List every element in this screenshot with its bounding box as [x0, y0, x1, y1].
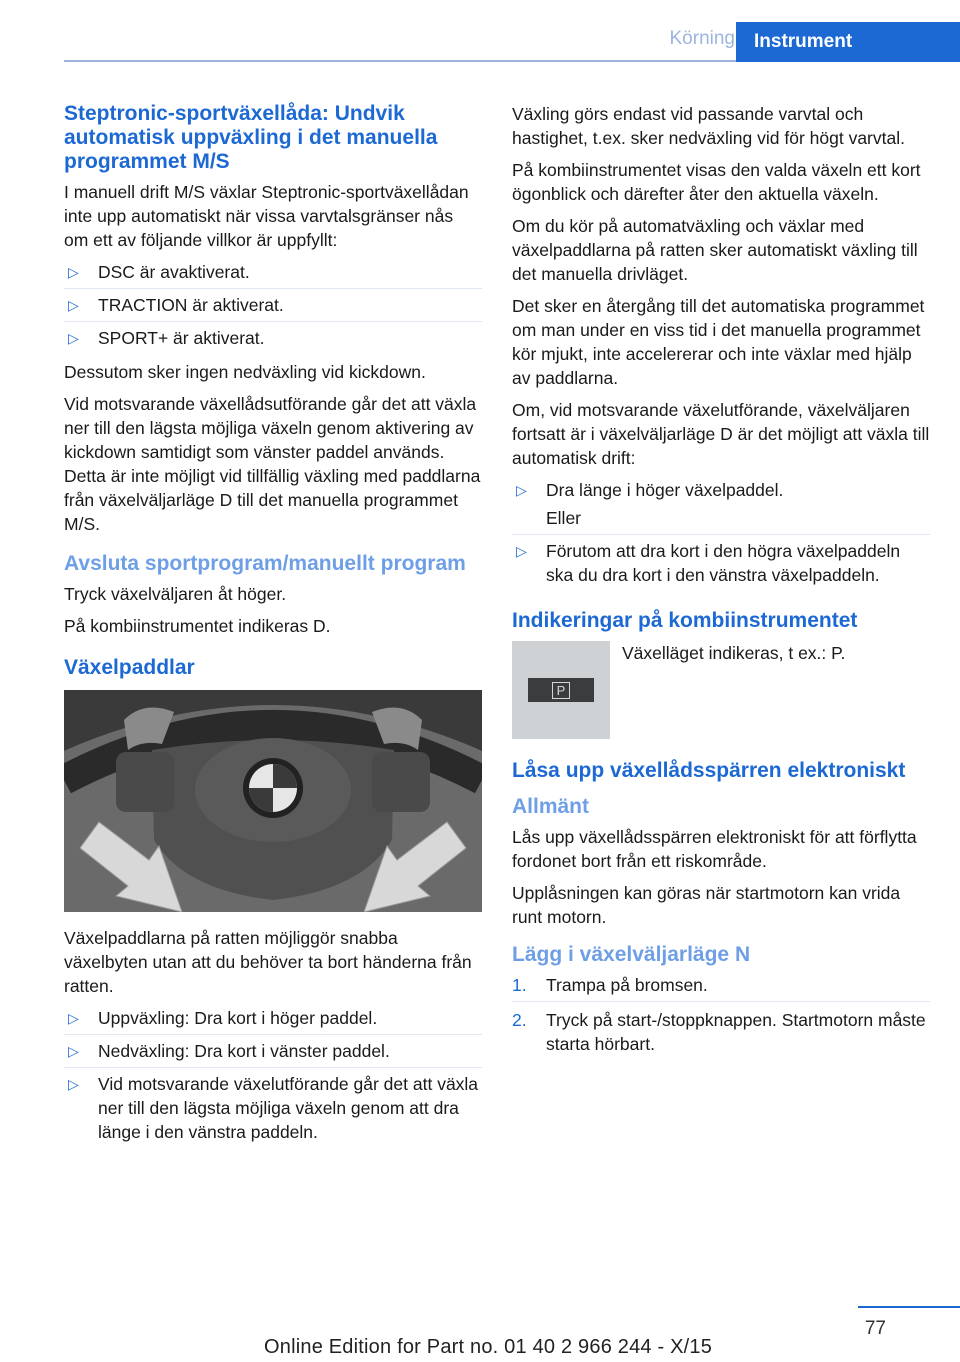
- right-column: [512, 102, 930, 1066]
- gear-indicator-glyph: P: [552, 682, 571, 699]
- gear-indicator-image: [512, 641, 610, 739]
- section-title-unlock: Låsa upp växellådsspärren elektroniskt: [512, 759, 906, 782]
- list-item: ▷ Förutom att dra kort i den högra växelpaddeln ska du dra kort i den vänstra växelpaddeln.: [516, 541, 901, 585]
- page-number: 77: [864, 1318, 886, 1339]
- paragraph: Vid motsvarande växellådsutförande går det att växla ner till den lägsta möjliga växeln genom aktivering av kickdown samtidigt som vänster paddel används. Detta är inte möjligt vid tillfällig växling med paddlarna från växelväljarläge D till det manuella programmet M/S.: [64, 394, 481, 534]
- steering-wheel-image: [64, 690, 482, 912]
- indicator-block: [512, 641, 930, 739]
- step-number: 2.: [512, 1010, 527, 1030]
- list-item: ▷ Nedväxling: Dra kort i vänster paddel.: [64, 1039, 482, 1068]
- list-item: ▷ DSC är avaktiverat.: [64, 260, 482, 289]
- left-column: [64, 102, 482, 1154]
- paragraph: Om, vid motsvarande växelutförande, växelväljaren fortsatt är i växelväljarläge D är det möjligt att växla till automatisk drift:: [512, 400, 930, 468]
- bullet-list-conditions: [64, 260, 482, 354]
- list-item: 2. Tryck på start-/stoppknappen. Startmotorn måste starta hörbart.: [512, 1010, 926, 1054]
- paragraph: Upplåsningen kan göras när startmotorn kan vrida runt motorn.: [512, 883, 901, 927]
- bullet-triangle-icon: ▷: [68, 1076, 79, 1092]
- bullet-triangle-icon: ▷: [516, 543, 527, 559]
- paragraph: Växelläget indikeras, t ex.: P.: [622, 643, 846, 663]
- paragraph: I manuell drift M/S växlar Steptronic-sportväxellådan inte upp automatiskt när vissa varvtalsgränser nås om ett av följande villkor är uppfyllt:: [64, 182, 469, 250]
- section-title-select-n: Lägg i växelväljarläge N: [512, 943, 751, 966]
- section-title-indicators: Indikeringar på kombiinstrumentet: [512, 609, 858, 632]
- footer-rule: [858, 1306, 960, 1308]
- list-item: ▷ SPORT+ är aktiverat.: [68, 328, 265, 348]
- bullet-triangle-icon: ▷: [68, 297, 79, 313]
- section-title-general: Allmänt: [512, 795, 590, 818]
- paragraph: Lås upp växellådsspärren elektroniskt för att förflytta fordonet bort från ett riskområde.: [512, 827, 917, 871]
- tab-instrument[interactable]: Instrument: [736, 22, 960, 62]
- list-item: ▷ Vid motsvarande växelutförande går det att växla ner till den lägsta möjliga växeln genom att dra länge i den vänstra paddeln.: [68, 1074, 479, 1142]
- step-number: 1.: [512, 975, 527, 995]
- paragraph: På kombiinstrumentet visas den valda växeln ett kort ögonblick och därefter åter den aktuella växeln.: [512, 160, 921, 204]
- list-item: 1. Trampa på bromsen.: [512, 973, 930, 1002]
- bullet-list-automatic: [512, 478, 930, 591]
- list-item-continuation: Eller: [546, 508, 582, 528]
- list-item: ▷ TRACTION är aktiverat.: [64, 293, 482, 322]
- paragraph: Tryck växelväljaren åt höger.: [64, 584, 287, 604]
- paragraph: Växling görs endast vid passande varvtal och hastighet, t.ex. sker nedväxling vid för högt varvtal.: [512, 104, 905, 148]
- image-caption: Växelpaddlarna på ratten möjliggör snabba växelbyten utan att du behöver ta bort händerna från ratten.: [64, 928, 472, 996]
- bullet-triangle-icon: ▷: [68, 1043, 79, 1059]
- paragraph: På kombiinstrumentet indikeras D.: [64, 616, 331, 636]
- bullet-triangle-icon: ▷: [68, 264, 79, 280]
- bullet-triangle-icon: ▷: [68, 1010, 79, 1026]
- list-item: ▷ Uppväxling: Dra kort i höger paddel.: [64, 1006, 482, 1035]
- paragraph: Det sker en återgång till det automatiska programmet om man under en viss tid i det manuella programmet kör mjukt, inte accelererar och inte växlar med hjälp av paddlarna.: [512, 296, 925, 388]
- section-title-end-sport-program: Avsluta sportprogram/manuellt program: [64, 552, 466, 575]
- section-title-paddles: Växelpaddlar: [64, 656, 195, 679]
- step-list: [512, 973, 930, 1060]
- bullet-triangle-icon: ▷: [68, 330, 79, 346]
- section-title-steptronic: Steptronic-sportväxellåda: Undvik automatisk uppväxling i det manuella programmet M/S: [64, 102, 438, 173]
- list-item: ▷ Dra länge i höger växelpaddel. Eller: [512, 478, 930, 535]
- paragraph: Om du kör på automatväxling och växlar med växelpaddlarna på ratten sker automatiskt växling till det manuella drivläget.: [512, 216, 918, 284]
- paragraph: Dessutom sker ingen nedväxling vid kickdown.: [64, 362, 426, 382]
- bullet-triangle-icon: ▷: [516, 482, 527, 498]
- bullet-list-paddles: [64, 1006, 482, 1148]
- tab-korning[interactable]: Körning: [669, 28, 735, 49]
- footer-edition: Online Edition for Part no. 01 40 2 966 244 - X/15: [264, 1336, 713, 1358]
